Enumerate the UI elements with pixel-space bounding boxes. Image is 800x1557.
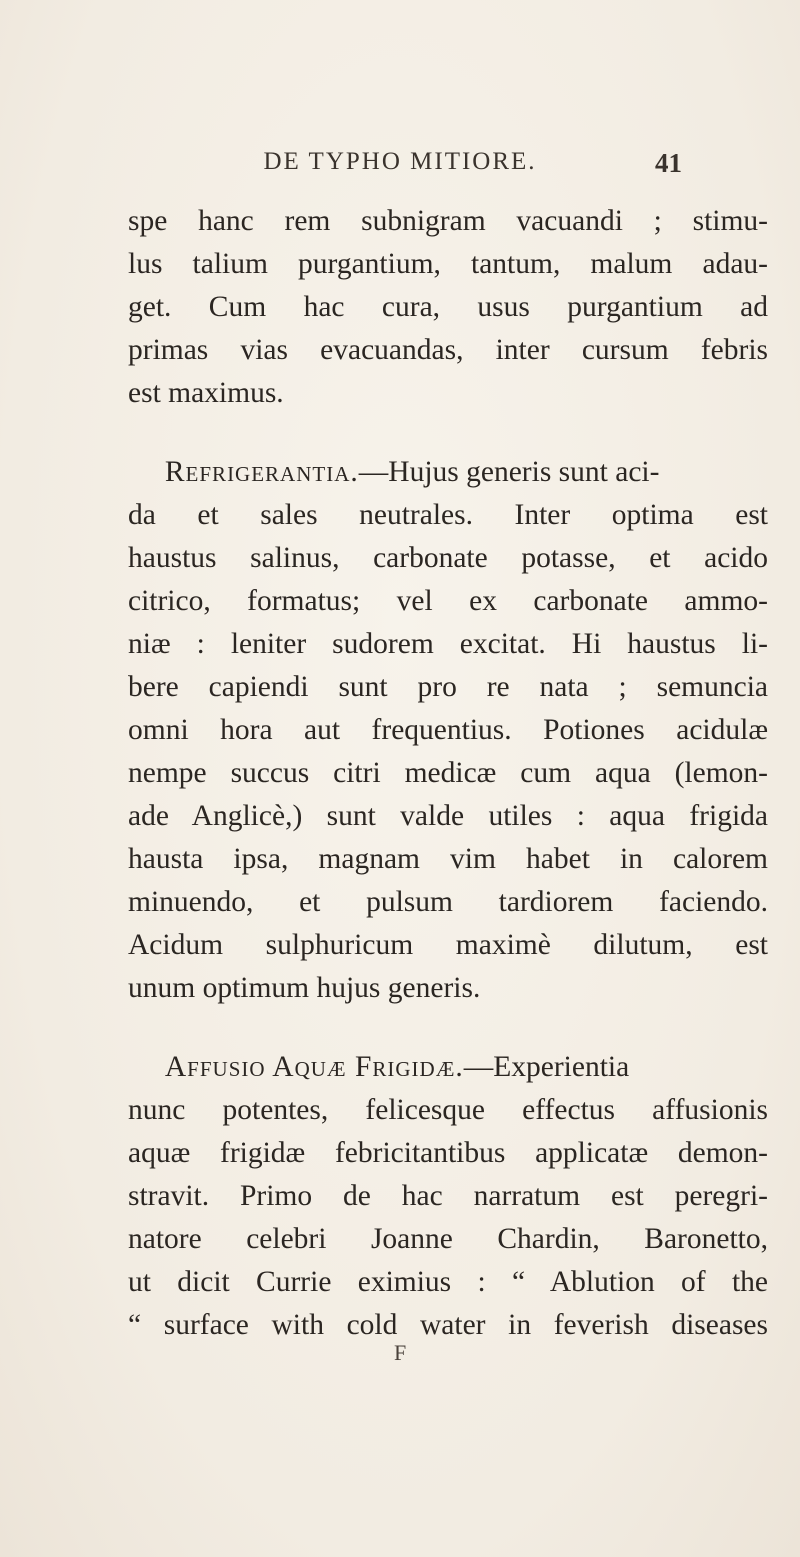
- signature-mark: F: [394, 1340, 407, 1365]
- text-line: nempe succus citri medicæ cum aqua (lemon-: [128, 757, 768, 789]
- running-head: [0, 148, 800, 188]
- text-run: —Hujus generis sunt aci-: [358, 456, 660, 488]
- text-line: citrico, formatus; vel ex carbonate ammo-: [128, 585, 768, 617]
- text-line: get. Cum hac cura, usus purgantium ad: [128, 291, 768, 323]
- text-line: bere capiendi sunt pro re nata ; semuncia: [128, 671, 768, 703]
- text-line: natore celebri Joanne Chardin, Baronetto,: [128, 1223, 768, 1255]
- text-line: haustus salinus, carbonate potasse, et acido: [128, 542, 768, 574]
- text-line: niæ : leniter sudorem excitat. Hi haustus li-: [128, 628, 768, 660]
- text-line: ade Anglicè,) sunt valde utiles : aqua frigida: [128, 800, 768, 832]
- page-number: 41: [655, 148, 682, 178]
- text-line: unum optimum hujus generis.: [128, 972, 481, 1004]
- body-text: [128, 200, 768, 1347]
- text-line: primas vias evacuandas, inter cursum febris: [128, 334, 768, 366]
- section-heading-refrigerantia: Refrigerantia.: [164, 456, 359, 488]
- text-line: hausta ipsa, magnam vim habet in calorem: [128, 843, 768, 875]
- text-line: ut dicit Currie eximius : “ Ablution of the: [128, 1266, 768, 1298]
- text-line: nunc potentes, felicesque effectus affusionis: [128, 1094, 768, 1126]
- paragraph-first-line: [128, 451, 768, 494]
- text-line: minuendo, et pulsum tardiorem faciendo.: [128, 886, 768, 918]
- text-line: “ surface with cold water in feverish diseases: [128, 1309, 768, 1341]
- text-line: da et sales neutrales. Inter optima est: [128, 499, 768, 531]
- text-line: aquæ frigidæ febricitantibus applicatæ demon-: [128, 1137, 768, 1169]
- text-run: —Experientia: [463, 1051, 630, 1083]
- text-line: est maximus.: [128, 377, 284, 409]
- text-line: omni hora aut frequentius. Potiones acidulæ: [128, 714, 768, 746]
- text-line: stravit. Primo de hac narratum est peregri-: [128, 1180, 768, 1212]
- paragraph-first-line: [128, 1046, 768, 1089]
- text-line: Acidum sulphuricum maximè dilutum, est: [128, 929, 768, 961]
- text-line: lus talium purgantium, tantum, malum adau-: [128, 248, 768, 280]
- section-heading-affusio: Affusio Aquæ Frigidæ.: [164, 1051, 464, 1083]
- running-title: DE TYPHO MITIORE.: [263, 148, 537, 175]
- text-line: spe hanc rem subnigram vacuandi ; stimu-: [128, 205, 768, 237]
